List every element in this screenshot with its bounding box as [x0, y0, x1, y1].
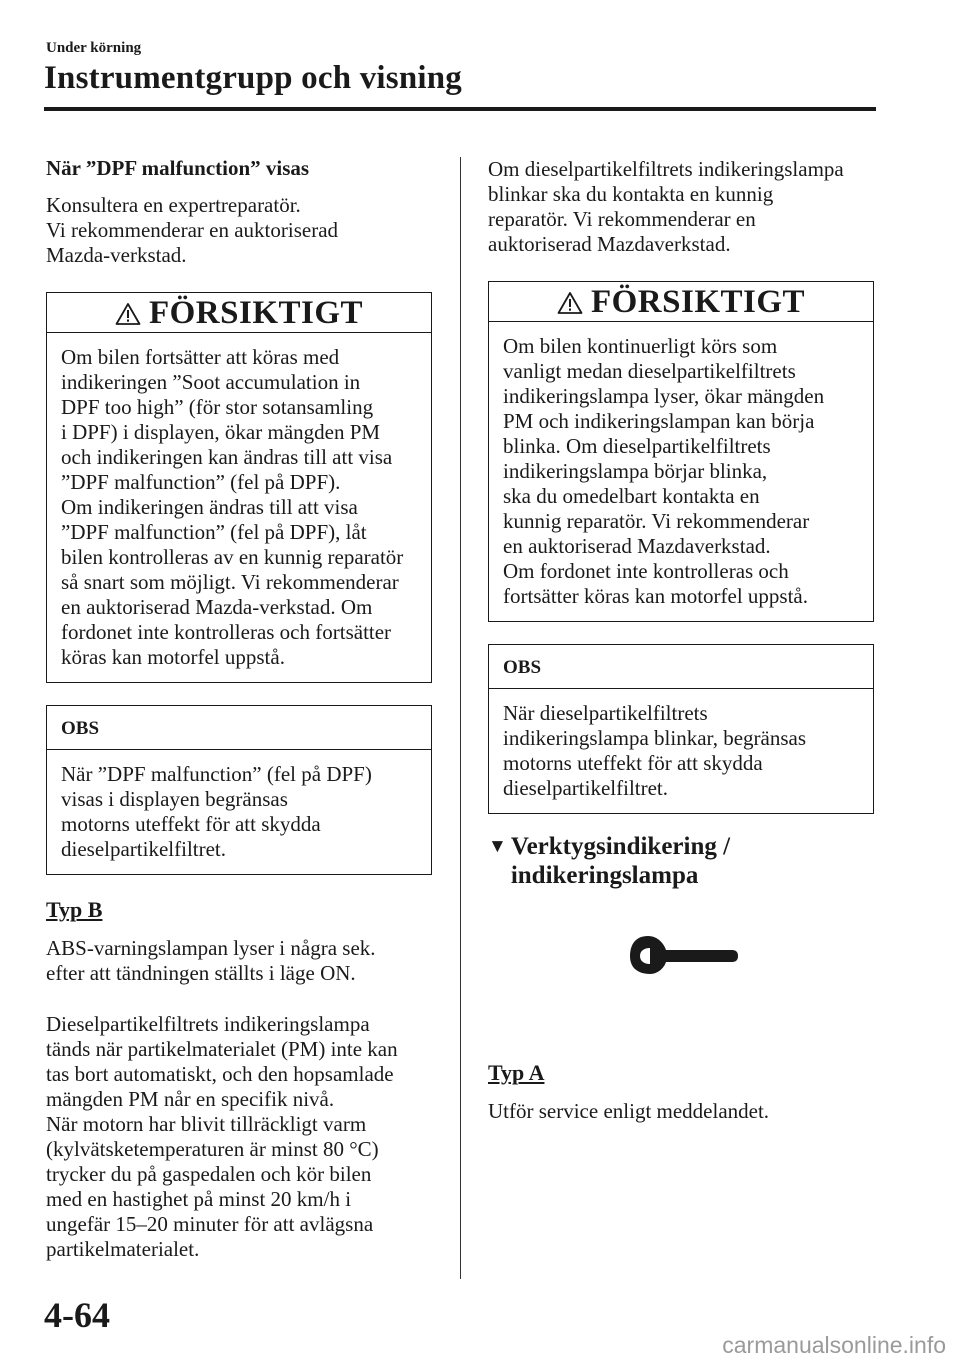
intro-paragraph: Om dieselpartikelfiltrets indikeringslampa blinkar ska du kontakta en kunnig reparatör. Vi rekommenderar en auktoriserad Mazdaverkstad.	[488, 157, 844, 256]
caution-body: Om bilen kontinuerligt körs som vanligt medan dieselpartikelfiltrets indikeringslampa lyser, ökar mängden PM och indikeringslampan kan börja blinka. Om dieselpartikelfiltrets indikeringslampa börjar blinka, ska du omedelbart kontakta en kunnig reparatör. Vi rekommenderar en auktoriserad Mazdaverkstad. Om fordonet inte kontrolleras och fortsätter köras kan motorfel uppstå.	[489, 321, 873, 621]
wrench-icon-container	[488, 890, 874, 1050]
caution-title: FÖRSIKTIGT	[590, 284, 806, 320]
dpf-paragraph: Dieselpartikelfiltrets indikeringslampa tänds när partikelmaterialet (PM) inte kan tas bort automatiskt, och den hopsamlade mängden PM når en specifik nivå. När motorn har blivit tillräckligt varm (kylvätsketemperaturen är minst 80 °C) trycker du på gaspedalen och kör bilen med en hastighet på minst 20 km/h i ungefär 15–20 minuter för att avlägsna partikelmaterialet.	[46, 1012, 398, 1261]
type-label-a: Typ A	[488, 1060, 545, 1085]
left-column	[46, 156, 432, 1288]
subheading-dpf-malfunction: När ”DPF malfunction” visas	[46, 156, 310, 180]
watermark: carmanualsonline.info	[722, 1332, 946, 1358]
type-label-b: Typ B	[46, 897, 103, 922]
section-label: Under körning	[46, 40, 142, 56]
section-heading	[488, 832, 874, 890]
abs-paragraph: ABS-varningslampan lyser i några sek. efter att tändningen ställts i läge ON.	[46, 936, 376, 985]
note-title: OBS	[61, 718, 100, 739]
page-number: 4-64	[44, 1295, 110, 1335]
warning-triangle-icon	[557, 291, 583, 315]
heading-wrench-indicator: Verktygsindikering / indikeringslampa	[510, 833, 731, 889]
column-divider	[460, 157, 461, 1279]
note-body: När ”DPF malfunction” (fel på DPF) visas i displayen begränsas motorns uteffekt för att skydda dieselpartikelfiltret.	[47, 749, 431, 874]
note-title: OBS	[503, 657, 542, 678]
triangle-bullet-icon: ▼	[488, 836, 507, 857]
right-column	[488, 157, 874, 1150]
warning-triangle-icon	[115, 302, 141, 326]
caution-header	[489, 282, 873, 321]
caution-box	[488, 281, 874, 622]
service-paragraph: Utför service enligt meddelandet.	[488, 1099, 770, 1123]
caution-header	[47, 293, 431, 332]
intro-paragraph: Konsultera en expertreparatör. Vi rekommenderar en auktoriserad Mazda-verkstad.	[46, 193, 339, 267]
note-box	[46, 705, 432, 875]
note-box	[488, 644, 874, 814]
caution-title: FÖRSIKTIGT	[148, 295, 364, 331]
caution-body: Om bilen fortsätter att köras med indikeringen ”Soot accumulation in DPF too high” (för stor sotansamling i DPF) i displayen, ökar mängden PM och indikeringen kan ändras till att visa ”DPF malfunction” (fel på DPF). Om indikeringen ändras till att visa ”DPF malfunction” (fel på DPF), låt bilen kontrolleras av en kunnig reparatör så snart som möjligt. Vi rekommenderar en auktoriserad Mazda-verkstad. Om fordonet inte kontrolleras och fortsätter köras kan motorfel uppstå.	[47, 332, 431, 682]
chapter-title: Instrumentgrupp och visning	[44, 60, 462, 96]
caution-box	[46, 292, 432, 683]
title-rule	[44, 107, 876, 111]
wrench-icon	[628, 930, 738, 980]
note-body: När dieselpartikelfiltrets indikeringslampa blinkar, begränsas motorns uteffekt för att skydda dieselpartikelfiltret.	[489, 688, 873, 813]
